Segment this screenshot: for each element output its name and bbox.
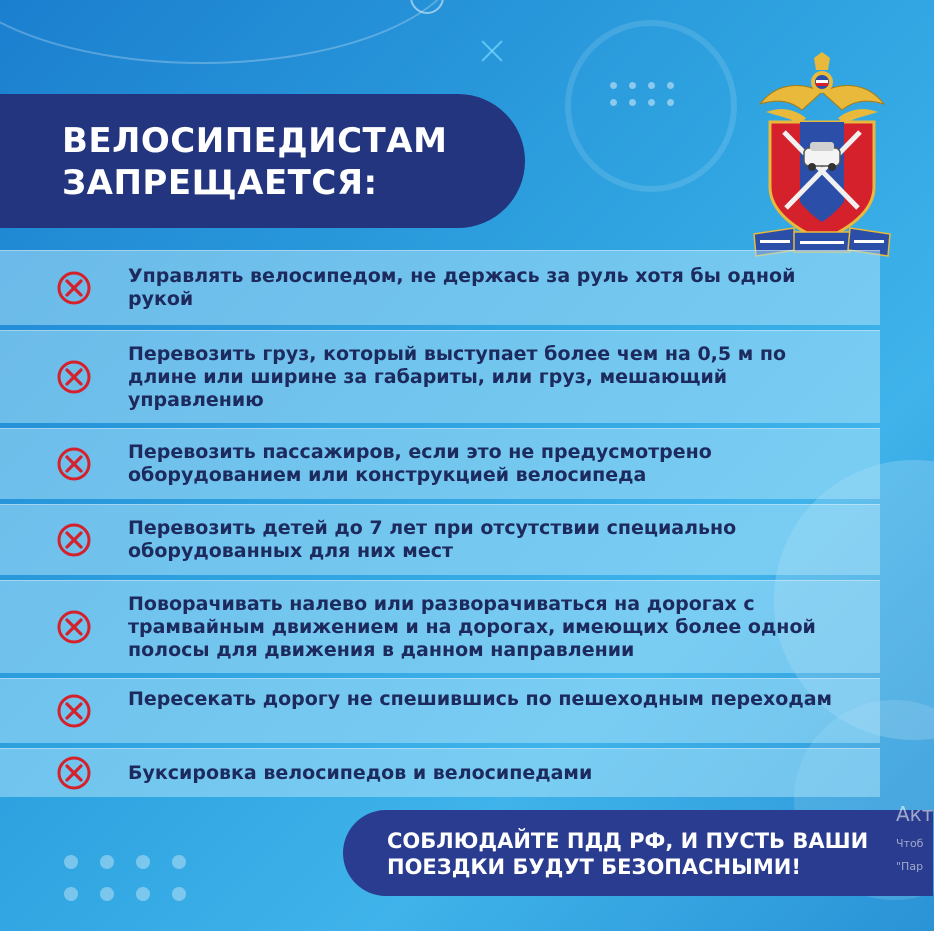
title-line-2: ЗАПРЕЩАЕТСЯ: bbox=[62, 163, 378, 203]
rule-item bbox=[0, 250, 880, 325]
prohibited-x-icon bbox=[56, 446, 92, 482]
rule-text: Пересекать дорогу не спешившись по пешеходным переходам bbox=[128, 688, 833, 710]
rule-item bbox=[0, 678, 880, 743]
rule-item bbox=[0, 504, 880, 575]
rule-text: Перевозить груз, который выступает более чем на 0,5 м по длине или ширине за габариты, или груз, мешающий управлению bbox=[128, 343, 787, 411]
rule-item bbox=[0, 580, 880, 673]
decor-ring bbox=[565, 20, 737, 192]
rule-item bbox=[0, 330, 880, 423]
page-title bbox=[62, 120, 447, 204]
watermark-text: Акт bbox=[896, 802, 934, 826]
rule-item bbox=[0, 428, 880, 499]
footer-line-2: ПОЕЗДКИ БУДУТ БЕЗОПАСНЫМИ! bbox=[387, 855, 801, 879]
prohibited-x-icon bbox=[56, 359, 92, 395]
prohibited-x-icon bbox=[56, 609, 92, 645]
traffic-police-emblem-icon bbox=[752, 52, 892, 262]
decor-cross-icon bbox=[478, 37, 506, 65]
rule-text: Поворачивать налево или разворачиваться на дорогах с трамвайным движением и на дорогах, имеющих более одной полосы для движения в данном направлении bbox=[128, 593, 816, 661]
prohibited-x-icon bbox=[56, 522, 92, 558]
decor-dots bbox=[610, 82, 686, 106]
rule-text: Перевозить детей до 7 лет при отсутствии специально оборудованных для них мест bbox=[128, 517, 737, 562]
decor-dots bbox=[64, 855, 208, 901]
rule-text: Перевозить пассажиров, если это не предусмотрено оборудованием или конструкцией велосипеда bbox=[128, 441, 712, 486]
rule-item bbox=[0, 748, 880, 797]
rule-text: Буксировка велосипедов и велосипедами bbox=[128, 762, 593, 784]
footer-text bbox=[387, 828, 868, 880]
title-banner bbox=[0, 94, 525, 228]
watermark-text: Чтоб bbox=[896, 837, 924, 850]
prohibited-x-icon bbox=[56, 693, 92, 729]
watermark-text: "Пар bbox=[896, 860, 924, 873]
decor-ring bbox=[0, 0, 464, 64]
footer-line-1: СОБЛЮДАЙТЕ ПДД РФ, И ПУСТЬ ВАШИ bbox=[387, 829, 869, 853]
footer-banner bbox=[343, 810, 933, 896]
rule-text: Управлять велосипедом, не держась за руль хотя бы одной рукой bbox=[128, 265, 796, 310]
prohibited-x-icon bbox=[56, 755, 92, 791]
title-line-1: ВЕЛОСИПЕДИСТАМ bbox=[62, 121, 448, 161]
prohibited-x-icon bbox=[56, 270, 92, 306]
